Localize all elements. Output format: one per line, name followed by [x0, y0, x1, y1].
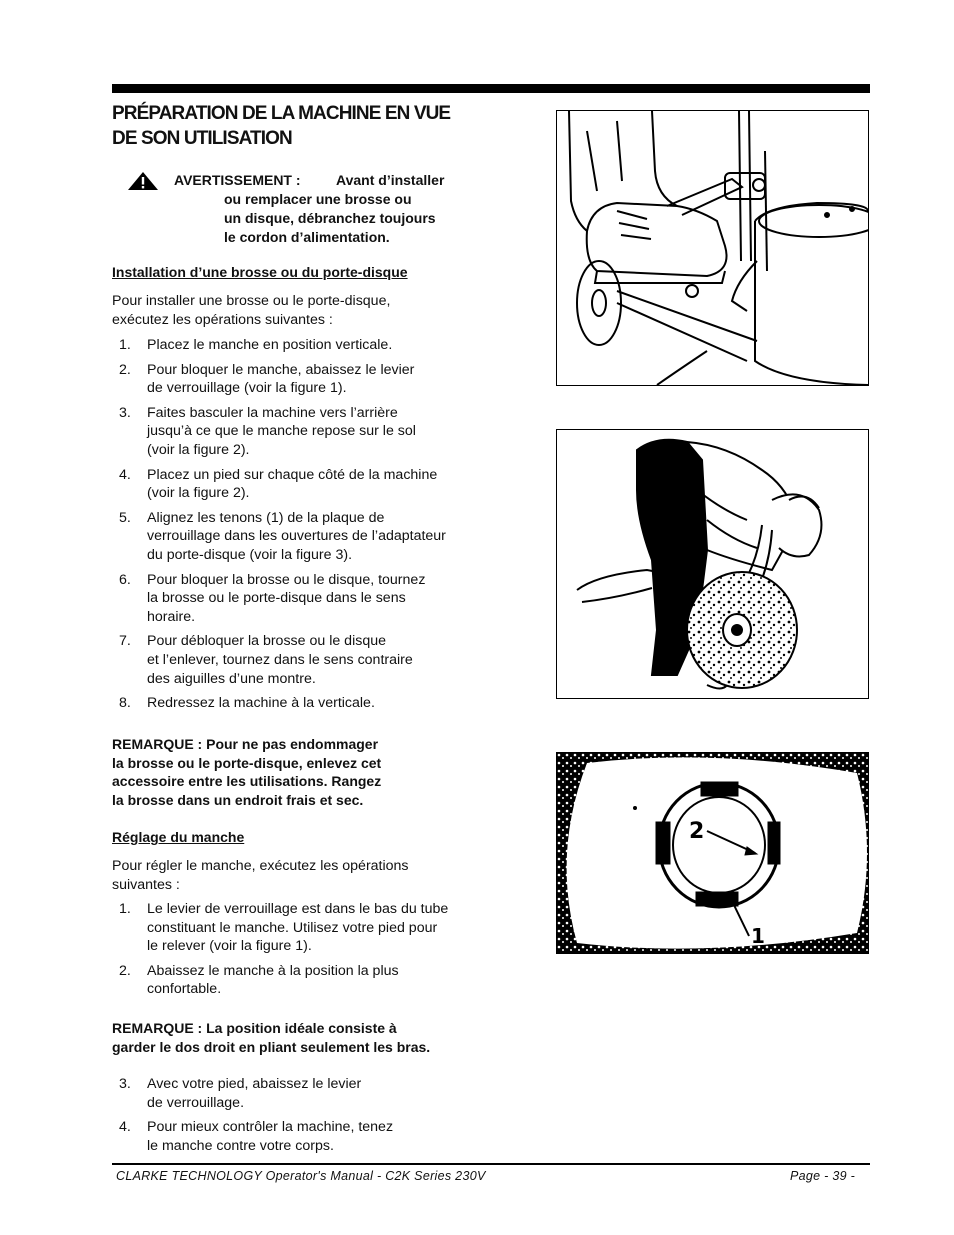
step-text: Abaissez le manche à la position la plus	[147, 962, 399, 979]
step-number: 1.	[119, 337, 131, 353]
step-text: Pour bloquer la brosse ou le disque, tournez	[147, 571, 426, 588]
step-text: (voir la figure 2).	[147, 441, 250, 458]
bottom-rule	[112, 1163, 870, 1165]
installation-step-4	[112, 466, 472, 503]
figure-3-illustration	[557, 753, 868, 953]
step-text: constituant le manche. Utilisez votre pied pour	[147, 919, 438, 936]
note-line: REMARQUE : Pour ne pas endommager	[112, 736, 379, 752]
step-text: horaire.	[147, 608, 196, 625]
step-text: le relever (voir la figure 1).	[147, 938, 312, 955]
page-title-line-1: PRÉPARATION DE LA MACHINE EN VUE	[112, 103, 451, 124]
installation-intro-line-2: exécutez les opérations suivantes :	[112, 312, 333, 328]
installation-step-1	[112, 336, 472, 355]
note-line: REMARQUE : La position idéale consiste à	[112, 1020, 397, 1036]
storage-note	[112, 735, 492, 809]
step-text: verrouillage dans les ouvertures de l’adaptateur	[147, 528, 446, 545]
step-text: Avec votre pied, abaissez le levier	[147, 1076, 362, 1092]
step-text: jusqu’à ce que le manche repose sur le sol	[147, 423, 416, 440]
figure-3-drive-plate	[556, 752, 869, 954]
installation-step-3	[112, 404, 472, 460]
warning-text-line-3: un disque, débranchez toujours	[224, 210, 436, 226]
step-text: des aiguilles d’une montre.	[147, 670, 316, 687]
handle-steps	[112, 900, 472, 1005]
handle-step-4	[112, 1118, 472, 1155]
step-number: 3.	[119, 404, 131, 421]
step-text: le manche contre votre corps.	[147, 1137, 334, 1154]
note-line: la brosse dans un endroit frais et sec.	[112, 791, 364, 808]
installation-intro-line-1: Pour installer une brosse ou le porte-disque,	[112, 293, 391, 309]
note-line: la brosse ou le porte-disque, enlevez cet	[112, 754, 382, 771]
step-number: 8.	[119, 695, 131, 712]
handle-step-2	[112, 962, 472, 999]
figure-1-illustration	[557, 111, 868, 385]
step-text: la brosse ou le porte-disque dans le sens	[147, 590, 406, 607]
step-text: confortable.	[147, 981, 222, 998]
installation-intro	[112, 292, 462, 330]
warning-text-line-1: Avant d’installer	[336, 172, 445, 188]
figure-2-illustration	[557, 430, 868, 698]
step-number: 4.	[119, 1119, 131, 1136]
installation-step-2	[112, 361, 472, 398]
step-text: Pour mieux contrôler la machine, tenez	[147, 1119, 394, 1136]
step-text: de verrouillage.	[147, 1094, 245, 1111]
figure-3-label-1: 1	[751, 924, 765, 948]
step-text: Placez un pied sur chaque côté de la machine	[147, 466, 438, 483]
step-number: 2.	[119, 962, 131, 979]
step-number: 7.	[119, 633, 131, 650]
step-number: 5.	[119, 509, 131, 526]
handle-step-1	[112, 900, 472, 956]
installation-step-5	[112, 509, 472, 565]
step-text: Alignez les tenons (1) de la plaque de	[147, 509, 385, 526]
handle-intro-line-1: Pour régler le manche, exécutez les opérations	[112, 858, 409, 874]
figure-1-foot-lever	[556, 110, 869, 386]
handle-step-3	[112, 1075, 472, 1112]
note-line: accessoire entre les utilisations. Rangez	[112, 773, 382, 790]
note-line: garder le dos droit en pliant seulement les bras.	[112, 1038, 431, 1055]
step-text: (voir la figure 2).	[147, 485, 250, 502]
step-text: Faites basculer la machine vers l’arrière	[147, 404, 398, 421]
step-text: Pour débloquer la brosse ou le disque	[147, 633, 386, 650]
page-title-line-2: DE SON UTILISATION	[112, 128, 292, 149]
step-number: 3.	[119, 1076, 131, 1092]
step-text: Redressez la machine à la verticale.	[147, 695, 375, 712]
installation-step-8	[112, 694, 472, 713]
handle-adjust-heading: Réglage du manche	[112, 829, 245, 845]
page-title	[112, 101, 512, 151]
warning-text-line-2: ou remplacer une brosse ou	[224, 191, 412, 207]
installation-step-7	[112, 632, 472, 688]
installation-step-6	[112, 571, 472, 627]
figure-3-label-2: 2	[689, 819, 705, 844]
step-text: du porte-disque (voir la figure 3).	[147, 546, 353, 563]
handle-intro-line-2: suivantes :	[112, 877, 180, 893]
footer-manual-title: CLARKE TECHNOLOGY Operator's Manual - C2K Series 230V	[116, 1169, 486, 1183]
top-rule	[112, 84, 870, 93]
warning-triangle-icon	[128, 172, 158, 190]
installation-steps	[112, 336, 472, 719]
step-number: 4.	[119, 466, 131, 483]
warning-text	[224, 190, 484, 247]
step-number: 1.	[119, 901, 131, 917]
step-text: Pour bloquer le manche, abaissez le levier	[147, 361, 415, 378]
step-text: Le levier de verrouillage est dans le bas du tube	[147, 901, 449, 917]
step-number: 2.	[119, 361, 131, 378]
warning-label: AVERTISSEMENT :	[174, 172, 301, 188]
step-text: de verrouillage (voir la figure 1).	[147, 380, 347, 397]
handle-steps-continued	[112, 1075, 472, 1161]
warning-text-line-4: le cordon d’alimentation.	[224, 229, 390, 245]
handle-intro	[112, 857, 462, 895]
step-text: Placez le manche en position verticale.	[147, 337, 393, 353]
step-number: 6.	[119, 571, 131, 588]
posture-note	[112, 1019, 492, 1056]
step-text: et l’enlever, tournez dans le sens contraire	[147, 651, 413, 668]
installation-heading: Installation d’une brosse ou du porte-disque	[112, 264, 408, 280]
figure-2-tilted-machine	[556, 429, 869, 699]
footer-page-number: Page - 39 -	[790, 1169, 856, 1183]
